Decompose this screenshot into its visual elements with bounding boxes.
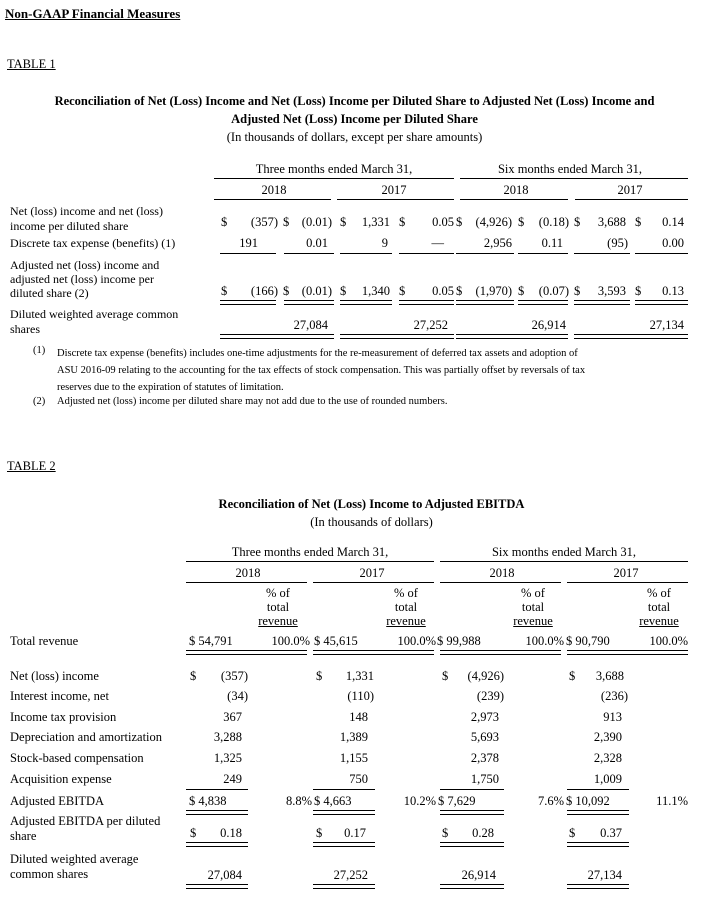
table1-cell: $ <box>221 215 228 229</box>
table2-cell: (4,926) <box>467 669 504 683</box>
table2-cell: 0.28 <box>472 826 494 840</box>
table2-cell: (34) <box>227 689 248 703</box>
table1-row-label: Discrete tax expense (benefits) (1) <box>10 236 176 250</box>
table1-cell: $ <box>283 215 290 229</box>
table2-row-label: Interest income, net <box>10 689 109 703</box>
table2-cell: 249 <box>223 772 242 786</box>
table2-cell: $ 99,988 <box>437 634 481 648</box>
table1-subtitle: (In thousands of dollars, except per share amounts) <box>226 130 483 144</box>
table1-cell: 9 <box>381 236 388 250</box>
table2-cell: 2,973 <box>470 710 499 724</box>
table2-cell: $ <box>569 826 576 840</box>
table2-cell: 27,252 <box>333 868 368 882</box>
table1-title-line1: Reconciliation of Net (Loss) Income and Net (Loss) Income per Diluted Share to Adjusted Net (Loss) Income and <box>54 94 655 108</box>
table2-cell: 2,390 <box>593 730 622 744</box>
table1-cell: 26,914 <box>531 318 566 332</box>
table2-cell: $ <box>316 669 323 683</box>
table2-cell: 11.1% <box>656 794 688 808</box>
table2-cell: 1,331 <box>345 669 374 683</box>
table2-cell: (239) <box>476 689 504 703</box>
table1-cell: 1,331 <box>361 215 390 229</box>
table2-cell: 148 <box>349 710 368 724</box>
table1-cell: 27,084 <box>293 318 328 332</box>
table2-period-three-months: Three months ended March 31, <box>231 545 389 559</box>
table1-cell: $ <box>283 284 290 298</box>
table1-year: 2017 <box>617 183 643 197</box>
table1-cell: 0.05 <box>432 215 454 229</box>
table1-cell: $ <box>456 215 463 229</box>
table1-year: 2018 <box>261 183 287 197</box>
table1-note-number: (1) <box>33 345 46 356</box>
table1-cell: 0.13 <box>662 284 684 298</box>
table2-label: TABLE 2 <box>7 459 56 473</box>
table1-row-label: Adjusted net (loss) income and adjusted net (loss) income per diluted share (2) <box>10 258 160 300</box>
table1-label: TABLE 1 <box>7 57 56 71</box>
table2-cell: 913 <box>603 710 622 724</box>
table2-year: 2018 <box>235 566 261 580</box>
table1-cell: 0.01 <box>306 236 328 250</box>
table2-cell: 1,009 <box>593 772 622 786</box>
table2-cell: $ <box>190 826 197 840</box>
table1-cell: $ <box>340 284 347 298</box>
table2-cell: 8.8% <box>285 794 312 808</box>
table2-cell: 1,389 <box>339 730 368 744</box>
table2-cell: 2,328 <box>593 751 622 765</box>
table2-cell: 100.0% <box>525 634 564 648</box>
table1-row-label: Net (loss) income and net (loss) income per diluted share <box>10 204 163 233</box>
table2-cell: 100.0% <box>649 634 688 648</box>
table1-year: 2017 <box>381 183 407 197</box>
table1-cell: (0.18) <box>538 215 569 229</box>
table1-cell: (95) <box>607 236 628 250</box>
table2-cell: 26,914 <box>461 868 496 882</box>
table2-cell: $ <box>442 669 449 683</box>
table2-row-label: Income tax provision <box>10 710 117 724</box>
table2-cell: $ <box>442 826 449 840</box>
table2-cell: 367 <box>223 710 242 724</box>
table2-cell: 2,378 <box>470 751 499 765</box>
table2-row-label: Net (loss) income <box>10 669 99 683</box>
table2-cell: $ <box>569 669 576 683</box>
table2-cell: 0.37 <box>600 826 622 840</box>
table2-cell: 0.18 <box>220 826 242 840</box>
table2-row-label: Adjusted EBITDA per diluted share <box>10 814 161 843</box>
table1-cell: (0.01) <box>301 284 332 298</box>
table2-cell: $ 90,790 <box>566 634 610 648</box>
table1-title-line2: Adjusted Net (Loss) Income per Diluted Share <box>231 112 478 126</box>
table1-cell: 0.11 <box>541 236 563 250</box>
table1-cell: (4,926) <box>475 215 512 229</box>
table1-cell: $ <box>221 284 228 298</box>
table2-row-label: Acquisition expense <box>10 772 112 786</box>
table1-cell: $ <box>518 215 525 229</box>
table2-cell: 100.0% <box>271 634 310 648</box>
table1-cell: $ <box>340 215 347 229</box>
table2-cell: 27,084 <box>207 868 242 882</box>
table2-year: 2017 <box>359 566 385 580</box>
table1-period-six-months: Six months ended March 31, <box>497 162 643 176</box>
table2-cell: $ 7,629 <box>438 794 476 808</box>
table1-cell: 191 <box>239 236 258 250</box>
table1-cell: 3,688 <box>597 215 626 229</box>
table2-cell: 7.6% <box>537 794 564 808</box>
table2-cell: 0.17 <box>344 826 366 840</box>
table2-cell: $ <box>316 826 323 840</box>
table2-subtitle: (In thousands of dollars) <box>310 515 433 529</box>
table1-cell: $ <box>635 215 642 229</box>
table1-cell: 0.05 <box>432 284 454 298</box>
table1-cell: 0.14 <box>662 215 684 229</box>
table1-note-text: Adjusted net (loss) income per diluted share may not add due to the use of rounded numbers. <box>57 396 448 407</box>
table2-pct-header: % of total revenue <box>513 586 553 628</box>
table1-cell: $ <box>456 284 463 298</box>
table2-year: 2018 <box>489 566 515 580</box>
table1-cell: (1,970) <box>475 284 512 298</box>
table2-cell: $ 10,092 <box>566 794 610 808</box>
table1-cell: 27,134 <box>649 318 684 332</box>
table1-period-three-months: Three months ended March 31, <box>255 162 413 176</box>
table1-note-number: (2) <box>33 396 46 407</box>
table2-cell: 750 <box>349 772 368 786</box>
table2-cell: $ 4,663 <box>314 794 352 808</box>
table2-cell: (236) <box>600 689 628 703</box>
table1-cell: $ <box>399 284 406 298</box>
table2-cell: $ <box>190 669 197 683</box>
table2-pct-header: % of total revenue <box>639 586 679 628</box>
table2-row-label: Total revenue <box>10 634 79 648</box>
table1-cell: $ <box>574 284 581 298</box>
table1-cell: — <box>431 236 444 250</box>
table2-row-label: Stock-based compensation <box>10 751 144 765</box>
table1-cell: (0.07) <box>538 284 569 298</box>
table1-cell: 27,252 <box>413 318 448 332</box>
table1-cell: (357) <box>250 215 278 229</box>
table2-row-label: Depreciation and amortization <box>10 730 163 744</box>
table2-cell: 5,693 <box>470 730 499 744</box>
table2-cell: $ 4,838 <box>189 794 227 808</box>
table2-cell: 1,155 <box>339 751 368 765</box>
table2-period-six-months: Six months ended March 31, <box>491 545 637 559</box>
table2-cell: 27,134 <box>587 868 622 882</box>
table2-cell: $ 54,791 <box>189 634 233 648</box>
table2-row-label: Adjusted EBITDA <box>10 794 105 808</box>
table1-cell: 3,593 <box>597 284 626 298</box>
table2-pct-header: % of total revenue <box>386 586 426 628</box>
table2-row-label: Diluted weighted average common shares <box>10 852 139 881</box>
page-title: Non-GAAP Financial Measures <box>5 6 181 21</box>
table1-cell: $ <box>518 284 525 298</box>
table1-cell: $ <box>399 215 406 229</box>
table1-cell: 1,340 <box>361 284 390 298</box>
table1-cell: 0.00 <box>662 236 684 250</box>
table1-cell: $ <box>635 284 642 298</box>
table2-cell: 3,688 <box>595 669 624 683</box>
table2-pct-header: % of total revenue <box>258 586 298 628</box>
table2-cell: $ 45,615 <box>314 634 358 648</box>
table2-cell: 10.2% <box>403 794 436 808</box>
table1-cell: $ <box>574 215 581 229</box>
table1-cell: 2,956 <box>483 236 512 250</box>
table2-year: 2017 <box>613 566 639 580</box>
table2-cell: 3,288 <box>213 730 242 744</box>
table2-title: Reconciliation of Net (Loss) Income to Adjusted EBITDA <box>218 497 525 511</box>
table2-cell: 1,325 <box>213 751 242 765</box>
table2-cell: (110) <box>347 689 374 703</box>
table1-cell: (0.01) <box>301 215 332 229</box>
table1-note-text: Discrete tax expense (benefits) includes one-time adjustments for the re-measurement of deferred tax assets and adoption of ASU 2016-09 relating to the accounting for the tax effects of stock compensation. This was partially offset by reversals of tax reserves due to the expiration of statutes of limitation. <box>57 348 586 393</box>
table1-row-label: Diluted weighted average common shares <box>10 307 179 336</box>
table2-cell: 1,750 <box>470 772 499 786</box>
table2-cell: 100.0% <box>397 634 436 648</box>
table1-cell: (166) <box>250 284 278 298</box>
table2-cell: (357) <box>220 669 248 683</box>
table1-year: 2018 <box>503 183 529 197</box>
